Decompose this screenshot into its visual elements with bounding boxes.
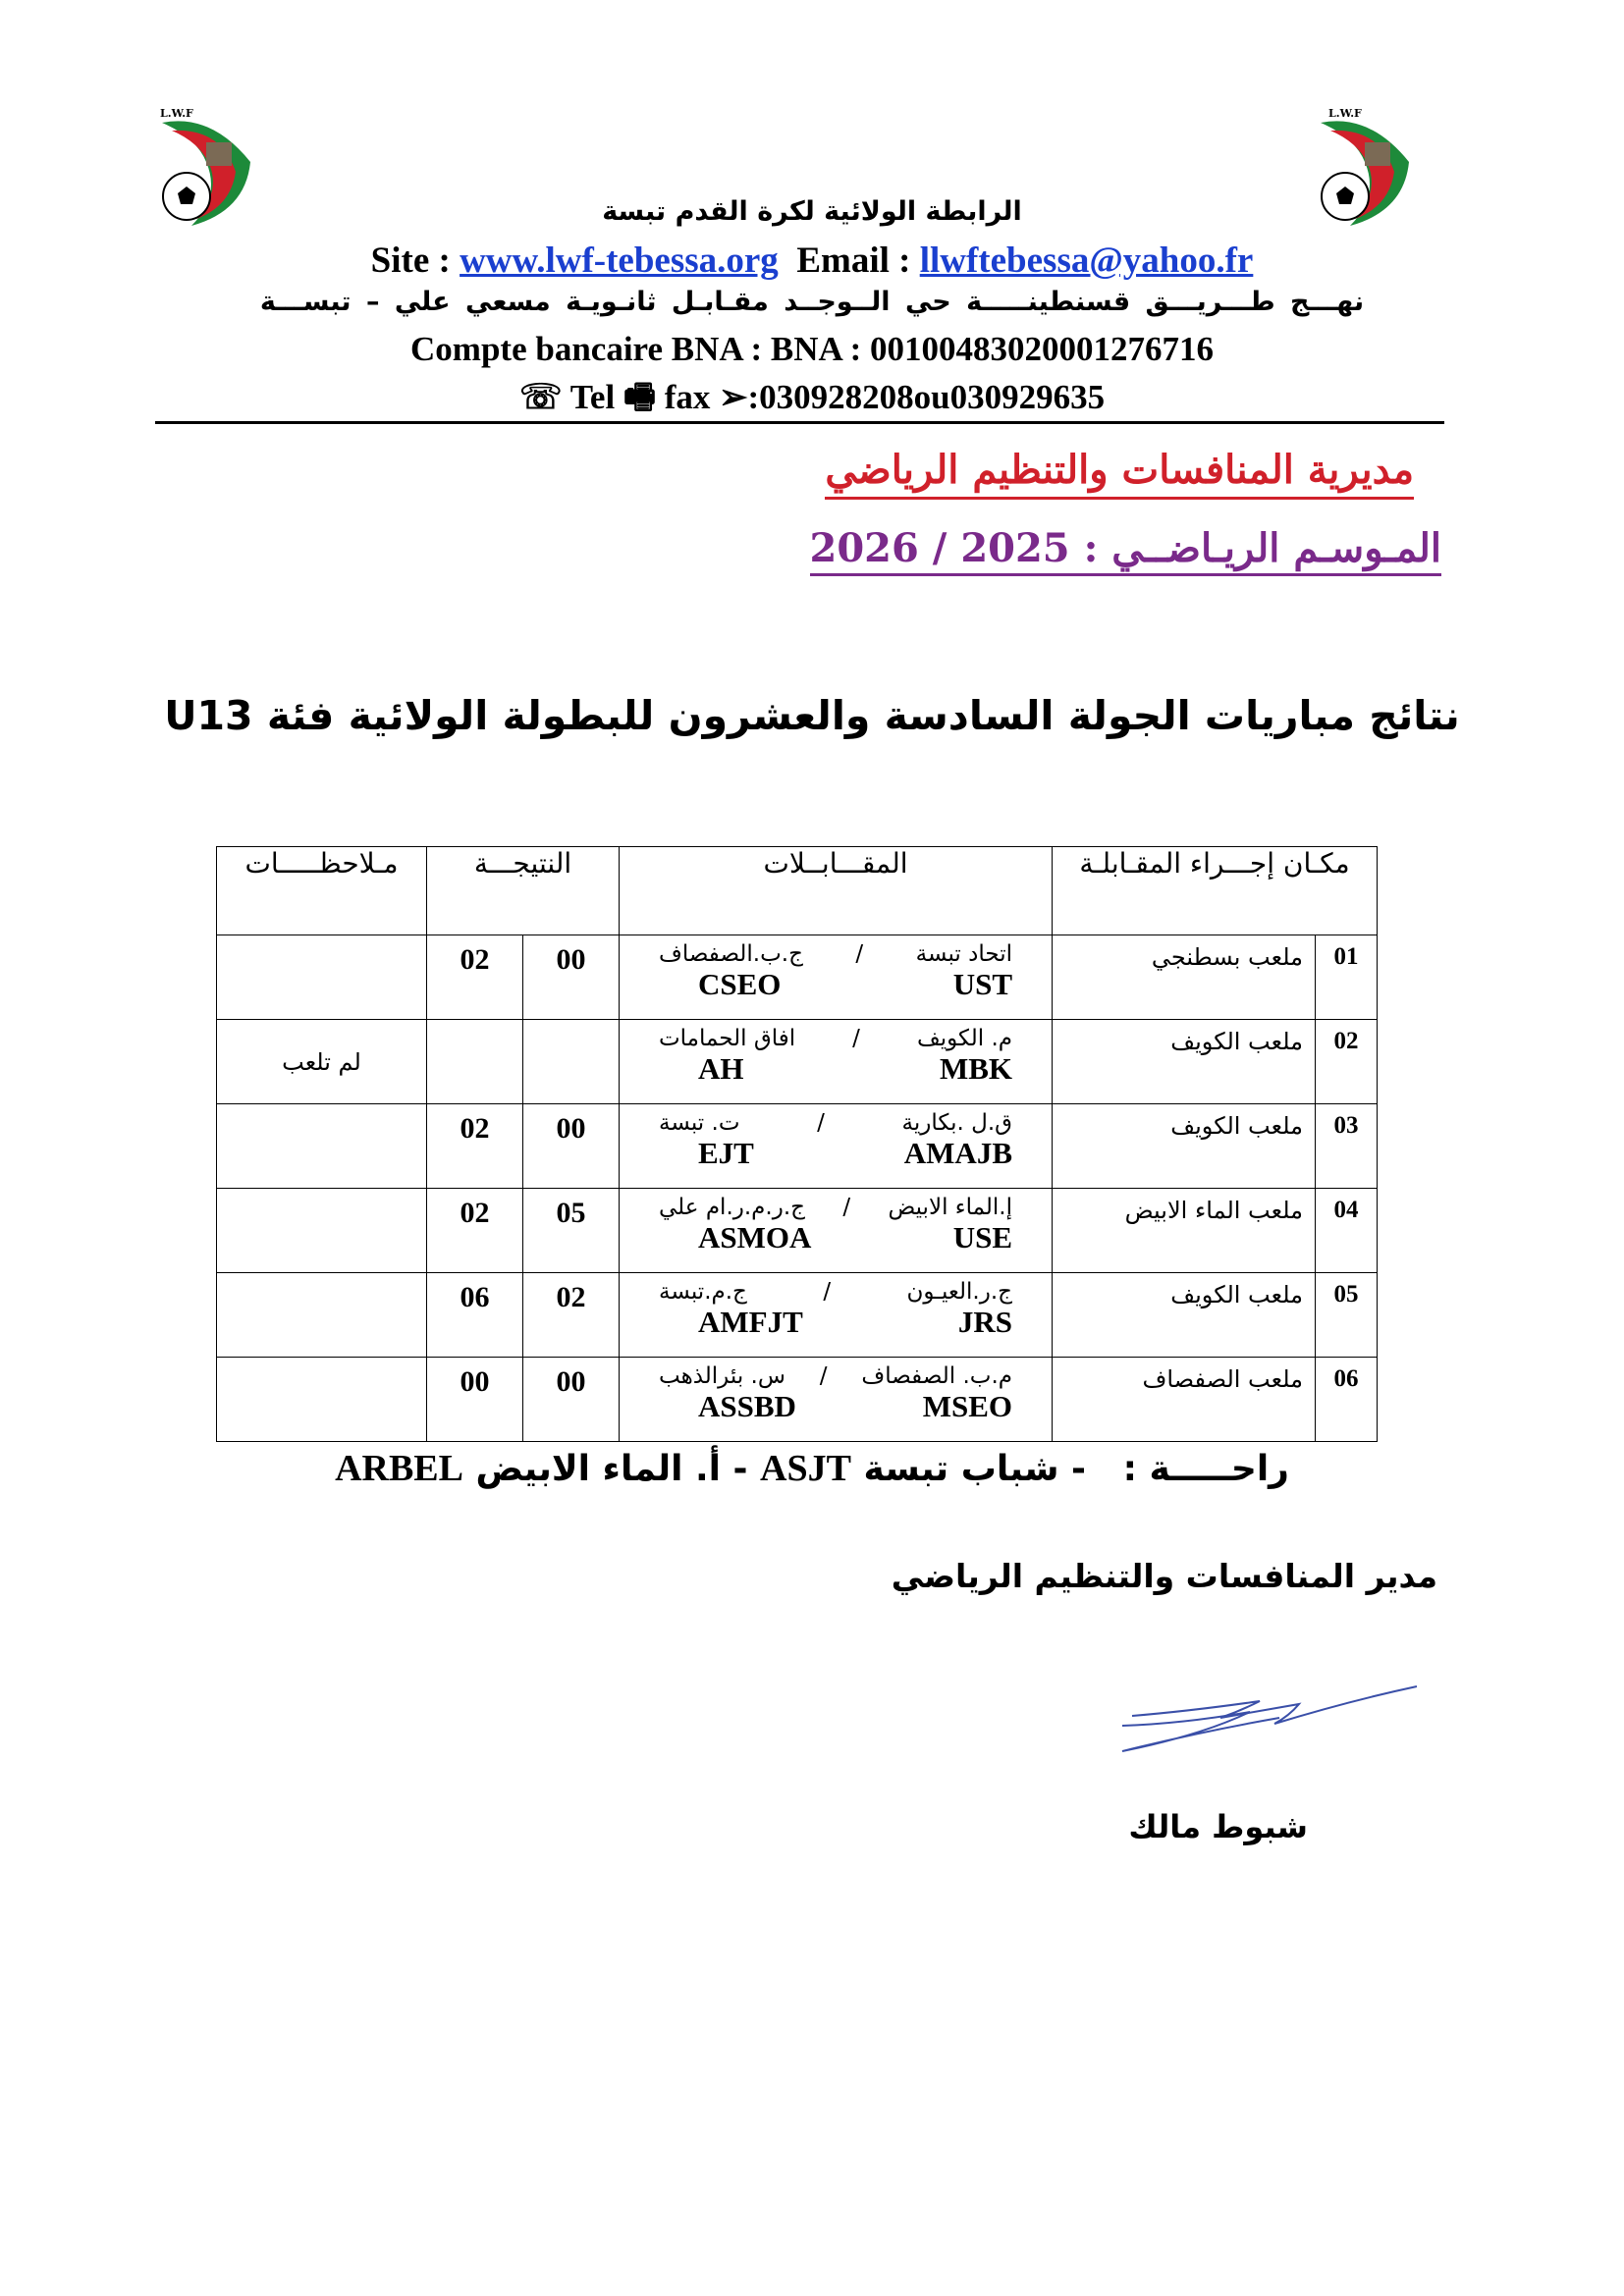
row-match: ج.ر.العيـون / ج.م.تبسة JRS AMFJT: [620, 1273, 1053, 1358]
rest-team-2-ar: - أ. الماء الابيض: [475, 1449, 748, 1489]
row-number: 03: [1316, 1104, 1378, 1189]
home-score: 02: [523, 1273, 620, 1358]
away-team-ar: ت. تبسة: [659, 1110, 740, 1136]
away-team-ar: ج.ر.م.ر.ام علي: [659, 1195, 805, 1220]
directorate-title: مديرية المنافسات والتنظيم الرياضي: [825, 447, 1414, 500]
header-divider: [155, 421, 1444, 424]
home-team-ar: اتحاد تبسة: [915, 941, 1012, 967]
header-venue: مكـان إجـــراء المقـابلـة: [1053, 847, 1378, 935]
away-team-code: CSEO: [698, 967, 782, 1001]
home-score: 05: [523, 1189, 620, 1273]
site-label: Site :: [370, 240, 451, 281]
home-team-code: AMAJB: [903, 1136, 1012, 1170]
row-number: 01: [1316, 935, 1378, 1020]
home-team-ar: إ.الماء الابيض: [888, 1195, 1012, 1220]
contact-line: [0, 240, 1624, 282]
fax-label: fax: [664, 378, 711, 416]
row-number: 04: [1316, 1189, 1378, 1273]
away-score: 00: [427, 1358, 523, 1442]
signature: [1054, 1657, 1436, 1804]
away-team-code: AMFJT: [698, 1305, 803, 1339]
home-score: [523, 1020, 620, 1104]
row-venue: ملعب الصفصاف: [1053, 1358, 1316, 1442]
away-team-code: ASSBD: [698, 1389, 796, 1423]
header-notes: مـلاحظـــــات: [217, 847, 427, 935]
address: نهـــج طـــريـــق قسنطينـــــة حي الــوجــد مقـابـل ثانـويـة مسعي علي – تبســـة: [259, 287, 1365, 317]
email-label: Email :: [796, 240, 911, 281]
away-score: 02: [427, 1189, 523, 1273]
away-team-ar: ج.م.تبسة: [659, 1279, 747, 1305]
header-matches: المقـــابــلات: [620, 847, 1053, 935]
home-team-ar: ق.ل .بكارية: [901, 1110, 1012, 1136]
row-number: 05: [1316, 1273, 1378, 1358]
row-note: [217, 1358, 427, 1442]
away-team-ar: ج.ب.الصفصاف: [659, 941, 803, 967]
away-team-ar: س. بئرالذهب: [659, 1363, 785, 1389]
page-title: نتائج مباريات الجولة السادسة والعشرون للبطولة الولائية فئة U13: [164, 692, 1460, 739]
away-team-code: AH: [698, 1051, 744, 1086]
row-note: [217, 935, 427, 1020]
signer-name: شبوط مالك: [1128, 1808, 1308, 1845]
home-team-code: JRS: [957, 1305, 1012, 1339]
row-note: [217, 1273, 427, 1358]
fax-icon: 🖷: [623, 378, 656, 416]
results-table: [216, 846, 1378, 1442]
row-match: اتحاد تبسة / ج.ب.الصفصاف UST CSEO: [620, 935, 1053, 1020]
tel-label: Tel: [569, 378, 616, 416]
season-label: المـوسـم الريـاضــي : 2025 / 2026: [810, 525, 1441, 576]
table-header-row: [217, 847, 1378, 935]
row-note: [217, 1189, 427, 1273]
home-team-ar: م.ب. الصفصاف: [861, 1363, 1012, 1389]
home-team-ar: م. الكويف: [916, 1026, 1012, 1051]
row-match: ق.ل .بكارية / ت. تبسة AMAJB EJT: [620, 1104, 1053, 1189]
table-row: [217, 1189, 1378, 1273]
table-row: [217, 935, 1378, 1020]
row-number: 06: [1316, 1358, 1378, 1442]
rest-team-1-code: ASJT: [760, 1448, 851, 1489]
row-venue: ملعب الكويف: [1053, 1020, 1316, 1104]
table-row: [217, 1358, 1378, 1442]
svg-text:L.W.F: L.W.F: [160, 107, 193, 120]
phone-icon: ☏: [518, 378, 563, 416]
away-team-code: EJT: [698, 1136, 754, 1170]
row-venue: ملعب بسطنجي: [1053, 935, 1316, 1020]
home-score: 00: [523, 1358, 620, 1442]
rest-label: راحـــــة :: [1122, 1449, 1289, 1489]
phone-numbers: :030928208ou030929635: [747, 378, 1106, 416]
row-venue: ملعب الماء الابيض: [1053, 1189, 1316, 1273]
table-row: [217, 1020, 1378, 1104]
row-venue: ملعب الكويف: [1053, 1273, 1316, 1358]
row-note: [217, 1104, 427, 1189]
table-row: [217, 1104, 1378, 1189]
home-team-ar: ج.ر.العيـون: [906, 1279, 1012, 1305]
organization-name: الرابطة الولائية لكرة القدم تبسة: [602, 196, 1022, 227]
row-note: لم تلعب: [217, 1020, 427, 1104]
site-link[interactable]: www.lwf-tebessa.org: [460, 240, 779, 281]
row-match: م. الكويف / افاق الحمامات MBK AH: [620, 1020, 1053, 1104]
row-venue: ملعب الكويف: [1053, 1104, 1316, 1189]
svg-text:L.W.F: L.W.F: [1328, 107, 1362, 120]
home-team-code: MSEO: [922, 1389, 1012, 1423]
email-link[interactable]: llwftebessa@yahoo.fr: [919, 240, 1254, 281]
header-result: النتيجـــة: [427, 847, 620, 935]
away-team-code: ASMOA: [698, 1220, 812, 1255]
arrow-icon: ➢: [719, 378, 748, 416]
home-score: 00: [523, 1104, 620, 1189]
home-team-code: USE: [952, 1220, 1012, 1255]
away-score: 02: [427, 935, 523, 1020]
rest-team-2-code: ARBEL: [335, 1448, 463, 1489]
rest-team-1-ar: - شباب تبسة: [863, 1449, 1086, 1489]
away-score: [427, 1020, 523, 1104]
home-team-code: UST: [952, 967, 1012, 1001]
home-score: 00: [523, 935, 620, 1020]
row-match: إ.الماء الابيض / ج.ر.م.ر.ام علي USE ASMOA: [620, 1189, 1053, 1273]
away-score: 02: [427, 1104, 523, 1189]
bank-account: Compte bancaire BNA : BNA : 00100483020001276716: [410, 330, 1214, 368]
row-match: م.ب. الصفصاف / س. بئرالذهب MSEO ASSBD: [620, 1358, 1053, 1442]
row-number: 02: [1316, 1020, 1378, 1104]
director-title: مدير المنافسات والتنظيم الرياضي: [891, 1557, 1437, 1595]
home-team-code: MBK: [939, 1051, 1012, 1086]
away-team-ar: افاق الحمامات: [659, 1026, 796, 1051]
table-row: [217, 1273, 1378, 1358]
rest-teams: [0, 1447, 1624, 1490]
away-score: 06: [427, 1273, 523, 1358]
